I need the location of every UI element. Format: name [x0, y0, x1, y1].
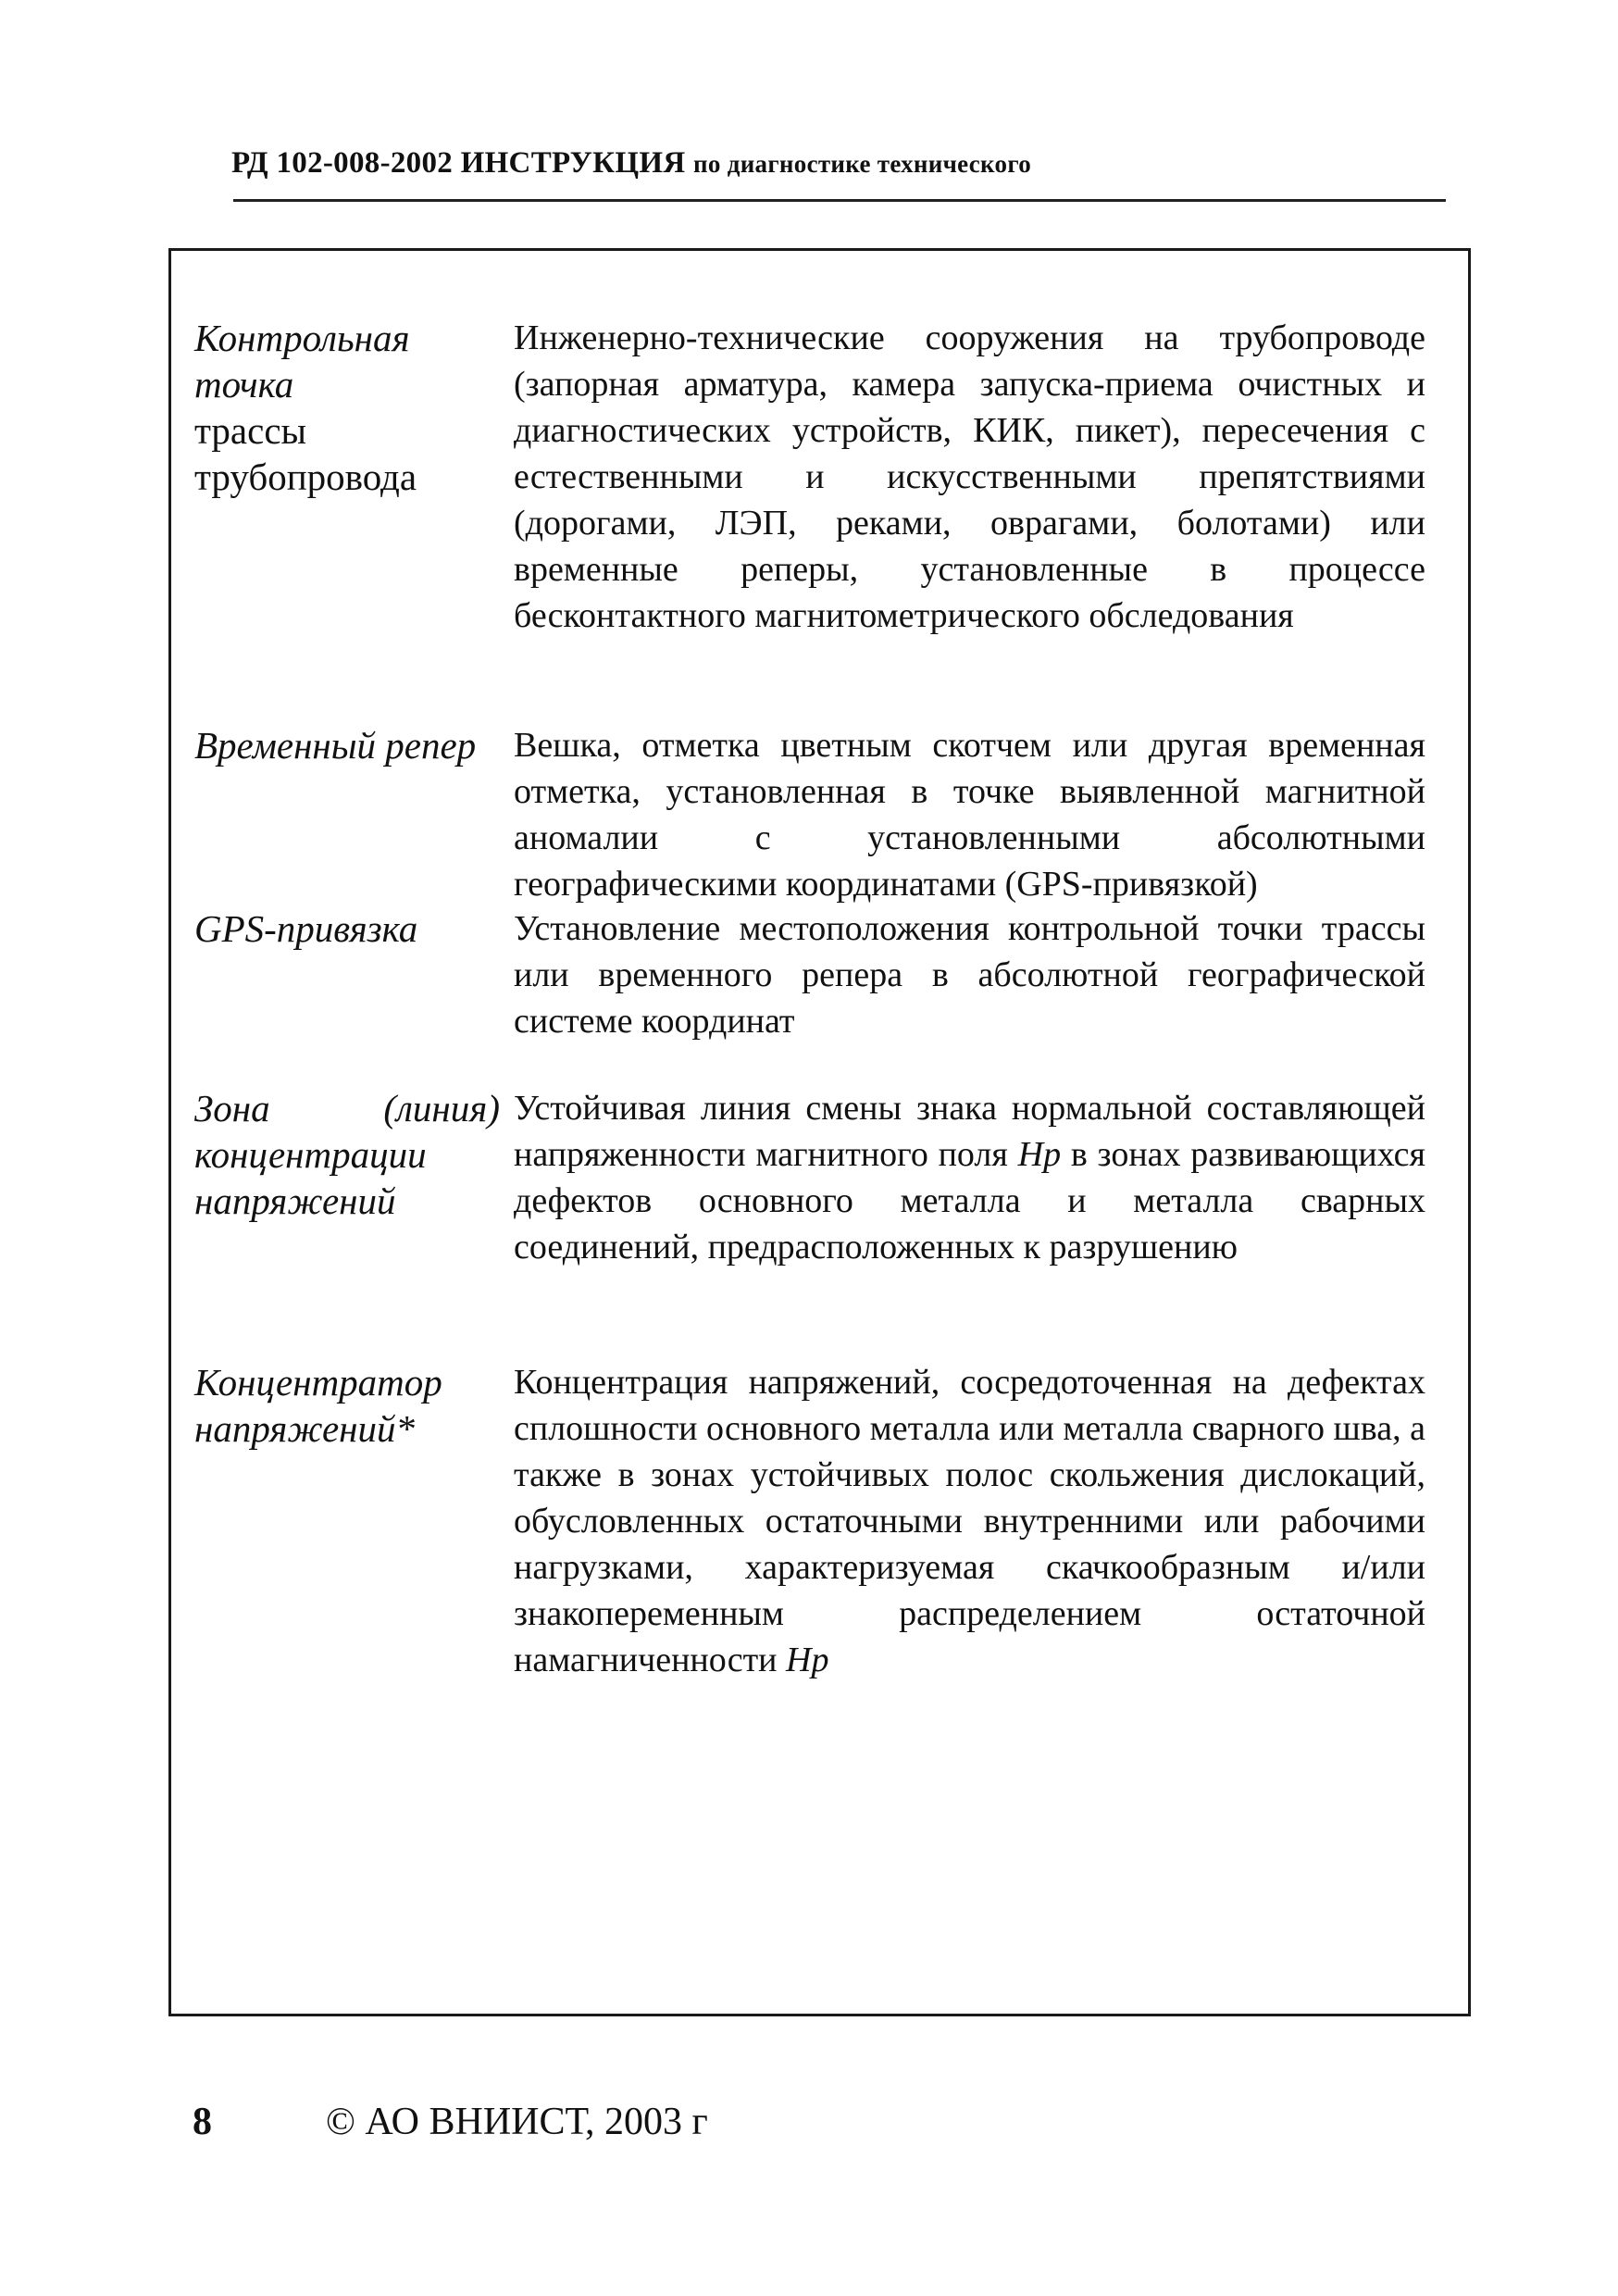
term-stress-concentrator	[194, 1359, 500, 1452]
term-control-point	[194, 315, 500, 500]
term-first-line	[194, 1085, 500, 1131]
doc-type: ИНСТРУКЦИЯ	[460, 146, 686, 180]
field-symbol-hp: Hp	[1017, 1135, 1062, 1174]
header-rule	[233, 199, 1446, 202]
term-stress-concentration-zone	[194, 1085, 500, 1224]
copyright-notice: © АО ВНИИСТ, 2003 г	[326, 2101, 708, 2143]
definition-temporary-benchmark: Вешка, отметка цветным скотчем или другая временная отметка, установленная в точке выявленной магнитной аномалии с установленными абсолютными географическими координатами (GPS-привязкой)	[514, 726, 1425, 904]
definition-stress-concentration-zone	[514, 1085, 1425, 1270]
term-temporary-benchmark	[194, 722, 500, 768]
field-symbol-hp: Hp	[786, 1641, 829, 1679]
doc-code: РД 102-008-2002	[231, 146, 454, 180]
term-italic: Временный репер	[194, 724, 477, 767]
term-italic: GPS-привязка	[194, 907, 418, 950]
definition-text-before: Устойчивая линия смены знака нормальной составляющей напряженности магнитного поля	[514, 1089, 1425, 1174]
definition-stress-concentrator	[514, 1359, 1425, 1683]
term-word-line: (линия)	[383, 1087, 500, 1129]
definition-text-before: Концентрация напряжений, сосредоточенная на дефектах сплошности основного металла или металла сварного шва, а также в зонах устойчивых полос скольжения дислокаций, обусловленных остаточными внутренними или рабочими нагрузками, характеризуемая скачкообразным и/или знакопеременным распределением остаточной намагниченности	[514, 1363, 1425, 1679]
term-italic-rest: концентрации напряжений	[194, 1133, 427, 1222]
definition-text-after: в зонах развивающихся дефектов основного металла и металла сварных соединений, предрасположенных к разрушению	[514, 1135, 1425, 1267]
doc-subject: по диагностике технического	[693, 150, 1032, 178]
running-header	[231, 146, 1435, 181]
term-gps-binding	[194, 905, 500, 952]
term-italic: Концентратор напряжений*	[194, 1361, 442, 1450]
term-italic: Контрольная точка	[194, 317, 410, 406]
page-number: 8	[193, 2101, 212, 2143]
term-upright: трассы трубопровода	[194, 409, 417, 498]
definition-control-point: Инженерно-технические сооружения на трубопроводе (запорная арматура, камера запуска-приема очистных и диагностических устройств, КИК, пикет), пересечения с естественными и искусственными препятствиями (дорогами, ЛЭП, реками, оврагами, болотами) или временные реперы, установленные в процессе бесконтактного магнитометрического обследования	[514, 318, 1425, 635]
definition-gps-binding: Установление местоположения контрольной точки трассы или временного репера в абсолютной географической системе координат	[514, 909, 1425, 1041]
term-word-zone: Зона	[194, 1087, 270, 1129]
